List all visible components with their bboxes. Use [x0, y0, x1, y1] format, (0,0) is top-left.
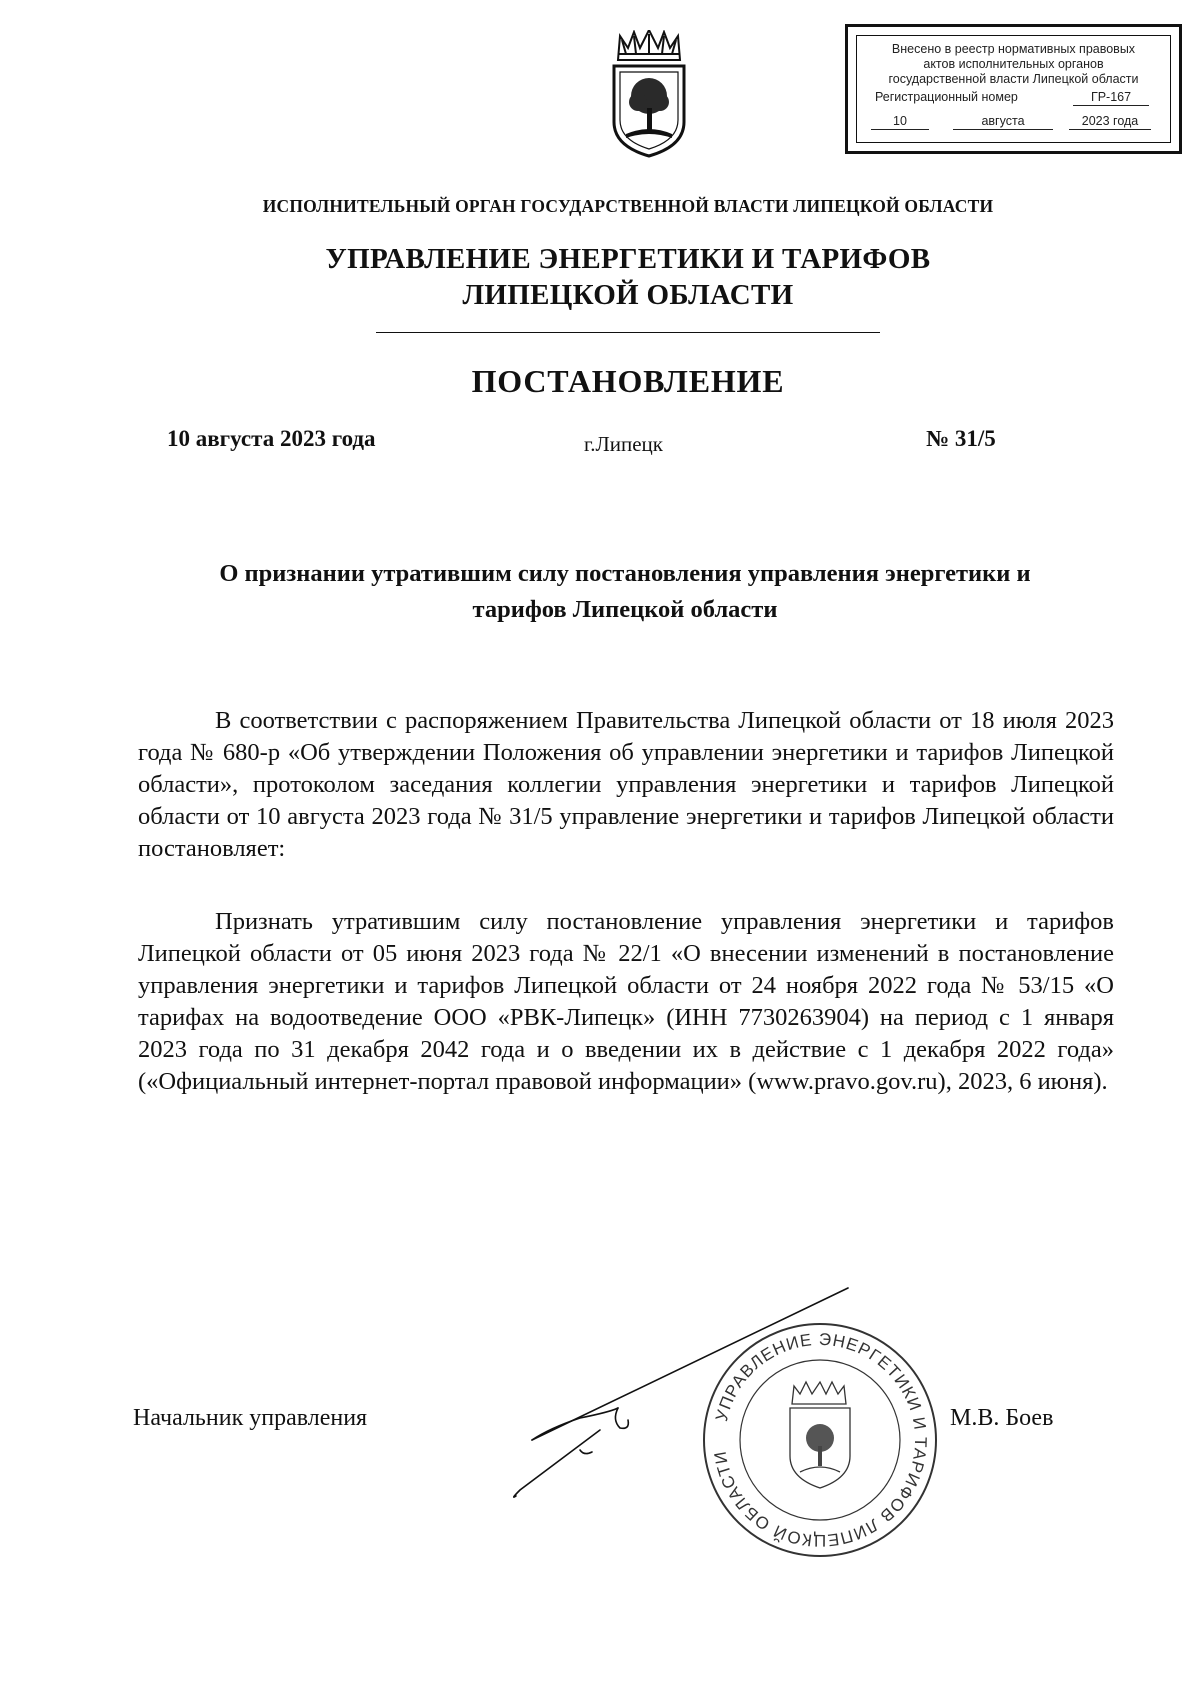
signatory-position: Начальник управления — [133, 1405, 368, 1431]
registry-month: августа — [953, 114, 1053, 130]
body-paragraph-2: Признать утратившим силу постановление управления энергетики и тарифов Липецкой области от 05 июня 2023 года № 22/1 «О внесении изменений в постановление управления энергетики и тарифов Липецкой области от 24 ноября 2022 года № 53/15 «О тарифах на водоотведение ООО «РВК-Липецк» (ИНН 7730263904) на период с 1 января 2023 года по 31 декабря 2042 года и о введении их в действие с 1 декабря 2022 года» («Официальный интернет-портал правовой информации» (www.pravo.gov.ru), 2023, 6 июня). — [138, 908, 1114, 1095]
coat-of-arms-icon — [608, 30, 690, 158]
subject-line-2: тарифов Липецкой области — [472, 596, 778, 623]
signatory-name: М.В. Боев — [950, 1405, 1054, 1431]
registry-line-1: Внесено в реестр нормативных правовых — [891, 42, 1136, 56]
header-divider — [376, 332, 880, 333]
registry-day: 10 — [871, 114, 929, 130]
authority-heading: ИСПОЛНИТЕЛЬНЫЙ ОРГАН ГОСУДАРСТВЕННОЙ ВЛАСТИ ЛИПЕЦКОЙ ОБЛАСТИ — [262, 196, 994, 216]
registry-line-3: государственной власти Липецкой области — [888, 72, 1139, 86]
department-heading-line2: ЛИПЕЦКОЙ ОБЛАСТИ — [462, 279, 794, 311]
department-heading-line1: УПРАВЛЕНИЕ ЭНЕРГЕТИКИ И ТАРИФОВ — [325, 243, 931, 275]
document-number: № 31/5 — [926, 426, 996, 451]
registry-number-label: Регистрационный номер — [875, 90, 1018, 104]
registry-number: ГР-167 — [1073, 90, 1149, 106]
official-seal-icon — [700, 1320, 940, 1560]
seal-ring-text: УПРАВЛЕНИЕ ЭНЕРГЕТИКИ И ТАРИФОВ ЛИПЕЦКОЙ ОБЛАСТИ — [710, 1329, 931, 1551]
document-type: ПОСТАНОВЛЕНИЕ — [471, 363, 785, 399]
registry-stamp — [845, 24, 1182, 154]
document-date: 10 августа 2023 года — [167, 426, 376, 451]
registry-line-2: актов исполнительных органов — [923, 57, 1104, 71]
subject-line-1: О признании утратившим силу постановления управления энергетики и — [219, 560, 1031, 587]
registry-year: 2023 года — [1069, 114, 1151, 130]
body-paragraph-1: В соответствии с распоряжением Правительства Липецкой области от 18 июля 2023 года № 680-р «Об утверждении Положения об управлении энергетики и тарифов Липецкой области», протоколом заседания коллегии управления энергетики и тарифов Липецкой области от 10 августа 2023 года № 31/5 управление энергетики и тарифов Липецкой области постановляет: — [138, 707, 1114, 862]
document-city: г.Липецк — [584, 432, 663, 456]
